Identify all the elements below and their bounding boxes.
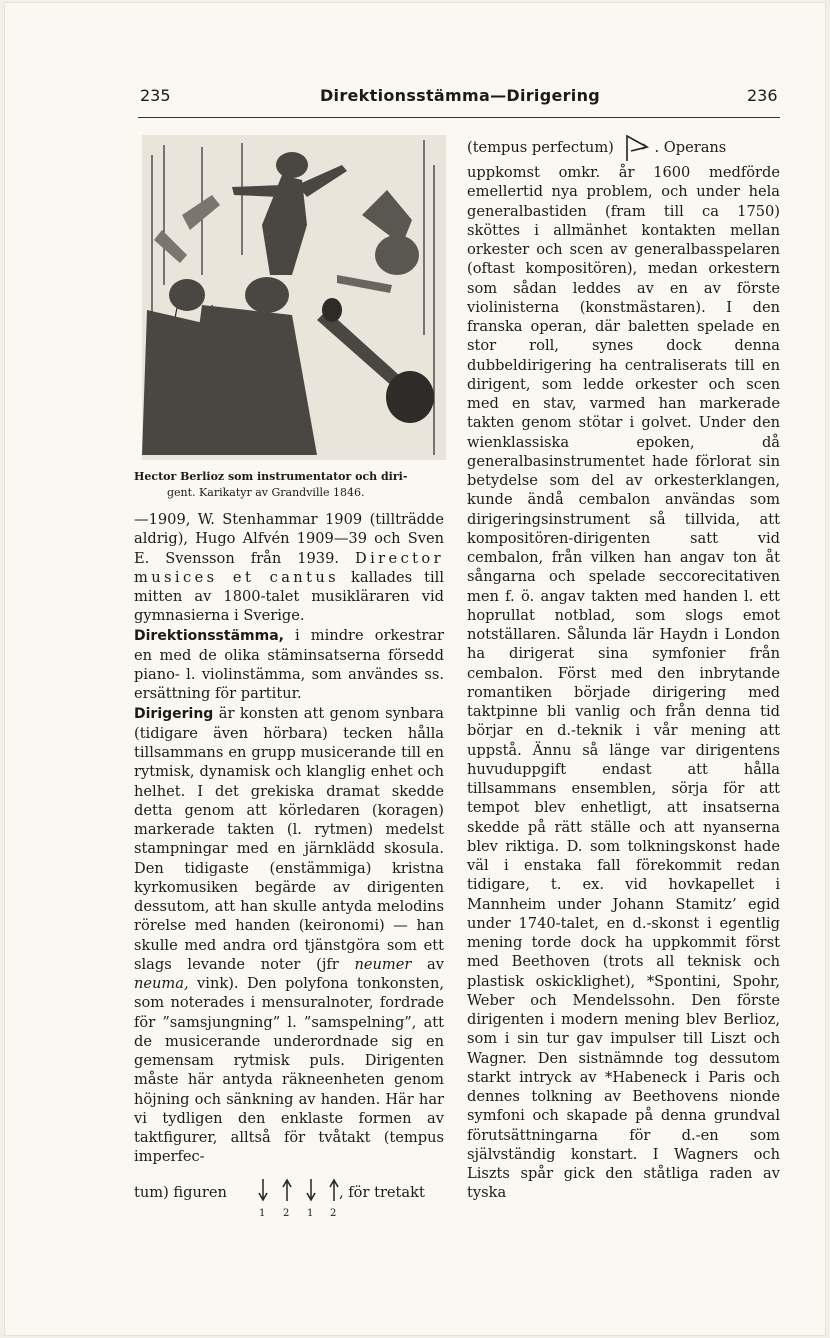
director-musices-term: Director musices et cantus [134, 549, 444, 586]
dirigering-text-b: vink). Den polyfona tonkonsten, som noterades i mensuralnoter, fordrade för ”samsjungning” l. ”samspelning”, att de musicerande underordnade sig en gemensam rytmisk puls. Dirigenten måste här antyda räkneenheten genom höjning och sänkning av handen. Här har vi tydligen den enklaste formen av taktfigurer, alltså för tvåtakt (tempus imperfec- [134, 975, 444, 1166]
stenhammar-paragraph [134, 510, 444, 626]
beat-number: 2 [283, 1208, 290, 1219]
director-musices-text: kallades till mitten av 1800-talet musikläraren vid gymnasierna i Sverige. [134, 568, 444, 625]
right-column [467, 133, 780, 1203]
neuma-term: neuma, [134, 975, 189, 992]
tempus-perfectum-line [467, 133, 780, 163]
header-rule [138, 117, 780, 118]
direktionsstamma-definition: i mindre orkestrar en med de olika stäminsatserna försedd piano- l. violinstämma, som användes ss. ersättning för partitur. [134, 626, 444, 703]
beat-number: 1 [307, 1208, 314, 1219]
page-number-right: 236 [747, 86, 778, 105]
down-arrow-icon [256, 1178, 270, 1202]
figure-caption [134, 469, 446, 501]
up-arrow-icon [280, 1178, 294, 1202]
dirigering-entry [134, 704, 444, 1167]
conductors-list-text: —1909, W. Stenhammar 1909 (tillträdde aldrig), Hugo Alfvén 1909—39 och Sven E. Svensson från 1939. [134, 511, 444, 567]
caption-line-2: gent. Karikatyr av Grandville 1846. [167, 486, 365, 499]
beat-number: 2 [330, 1208, 337, 1219]
operans-text: . Operans [654, 139, 727, 156]
beat-figure-line [134, 1178, 446, 1222]
down-arrow-icon [304, 1178, 318, 1202]
for-tretakt-text: , för tretakt [339, 1184, 425, 1201]
beat-number: 1 [259, 1208, 266, 1219]
tum-figuren-text: tum) figuren [134, 1184, 227, 1201]
tempus-perfectum-text: (tempus perfectum) [467, 139, 614, 156]
triangle-beat-figure-icon [619, 133, 655, 163]
neumer-term: neumer [354, 955, 412, 973]
left-column [134, 510, 444, 1167]
headword-dirigering: Dirigering [134, 705, 214, 722]
page-number-left: 235 [140, 86, 171, 105]
headword-direktionsstamma: Direktionsstämma, [134, 627, 284, 644]
direktionsstamma-entry [134, 626, 444, 704]
page-header [0, 86, 830, 110]
running-title: Direktionsstämma—Dirigering [319, 86, 601, 105]
av-word: av [411, 955, 444, 973]
caption-line-1: Hector Berlioz som instrumentator och diri- [134, 470, 408, 483]
caricature-illustration [142, 135, 446, 460]
dirigering-text-a: är konsten att genom synbara (tidigare även hörbara) tecken hålla tillsammans en grupp musicerande till en rytmisk, dynamisk och klanglig enhet och helhet. I det grekiska dramat skedde detta genom att körledaren (koragen) markerade takten (l. rytmen) medelst stampningar med en järnklädd skosula. Den tidigaste (enstämmiga) kristna kyrkomusiken begärde av dirigenten dessutom, att han skulle antyda melodins rörelse med handen (keironomi) — han skulle med andra ord tjänstgöra som ett slags levande noter (jfr [134, 704, 444, 973]
dirigering-continued-text: uppkomst omkr. år 1600 medförde emellertid nya problem, och under hela generalbastiden (fram till ca 1750) sköttes i allmänhet kontakten mellan orkester och scen av generalbasspelaren (oftast kompositören), medan orkestern som sådan leddes av en av förste violinisterna (konstmästaren). I den franska operan, där baletten spelade en stor roll, synes dock denna dubbeldirigering ha centraliserats till en dirigent, som ledde orkester och scen med en stav, varmed han markerade takten genom stötar i golvet. Under den wienklassiska epoken, då generalbasinstrumentet hade förlorat sin betydelse som del av orkesterklangen, kunde ändå cembalon användas som dirigeringsinstrument så tillvida, att kompositören-dirigenten satt vid cembalon, från vilken han angav ton åt sångarna och spelade seccorecitativen men f. ö. angav takten med handen l. ett hoprullat notblad, som slogs emot notställaren. Sålunda lär Haydn i London ha dirigerat sina symfonier från cembalon. Först med den inbrytande romantiken började dirigering med taktpinne bli vanlig och från denna tid börjar en d.-teknik i vår mening att uppstå. Ännu så länge var dirigentens huvuduppgift endast att hålla tillsammans ensemblen, sörja för att tempot blev enhetligt, att insatserna skedde på rätt ställe och att nyanserna blev riktiga. D. som tolkningskonst hade väl i enstaka fall förekommit redan tidigare, t. ex. vid hovkapellet i Mannheim under Johann Stamitz’ egid under 1740-talet, en d.-skonst i egentlig mening torde dock ha uppkommit först med Beethoven (trots all teknisk och plastisk oskicklighet), *Spontini, Spohr, Weber och Mendelssohn. Den förste dirigenten i modern mening blev Berlioz, som i sin tur gav impulser till Liszt och Wagner. Den sistnämnde tog dessutom starkt intryck av *Habeneck i Paris och dennes tolkning av Beethovens nionde symfoni och skapade på denna grundval förutsättningarna för d.-en som självständig konstart. I Wagners och Liszts spår gick den ståtliga raden av tyska [467, 164, 780, 1202]
